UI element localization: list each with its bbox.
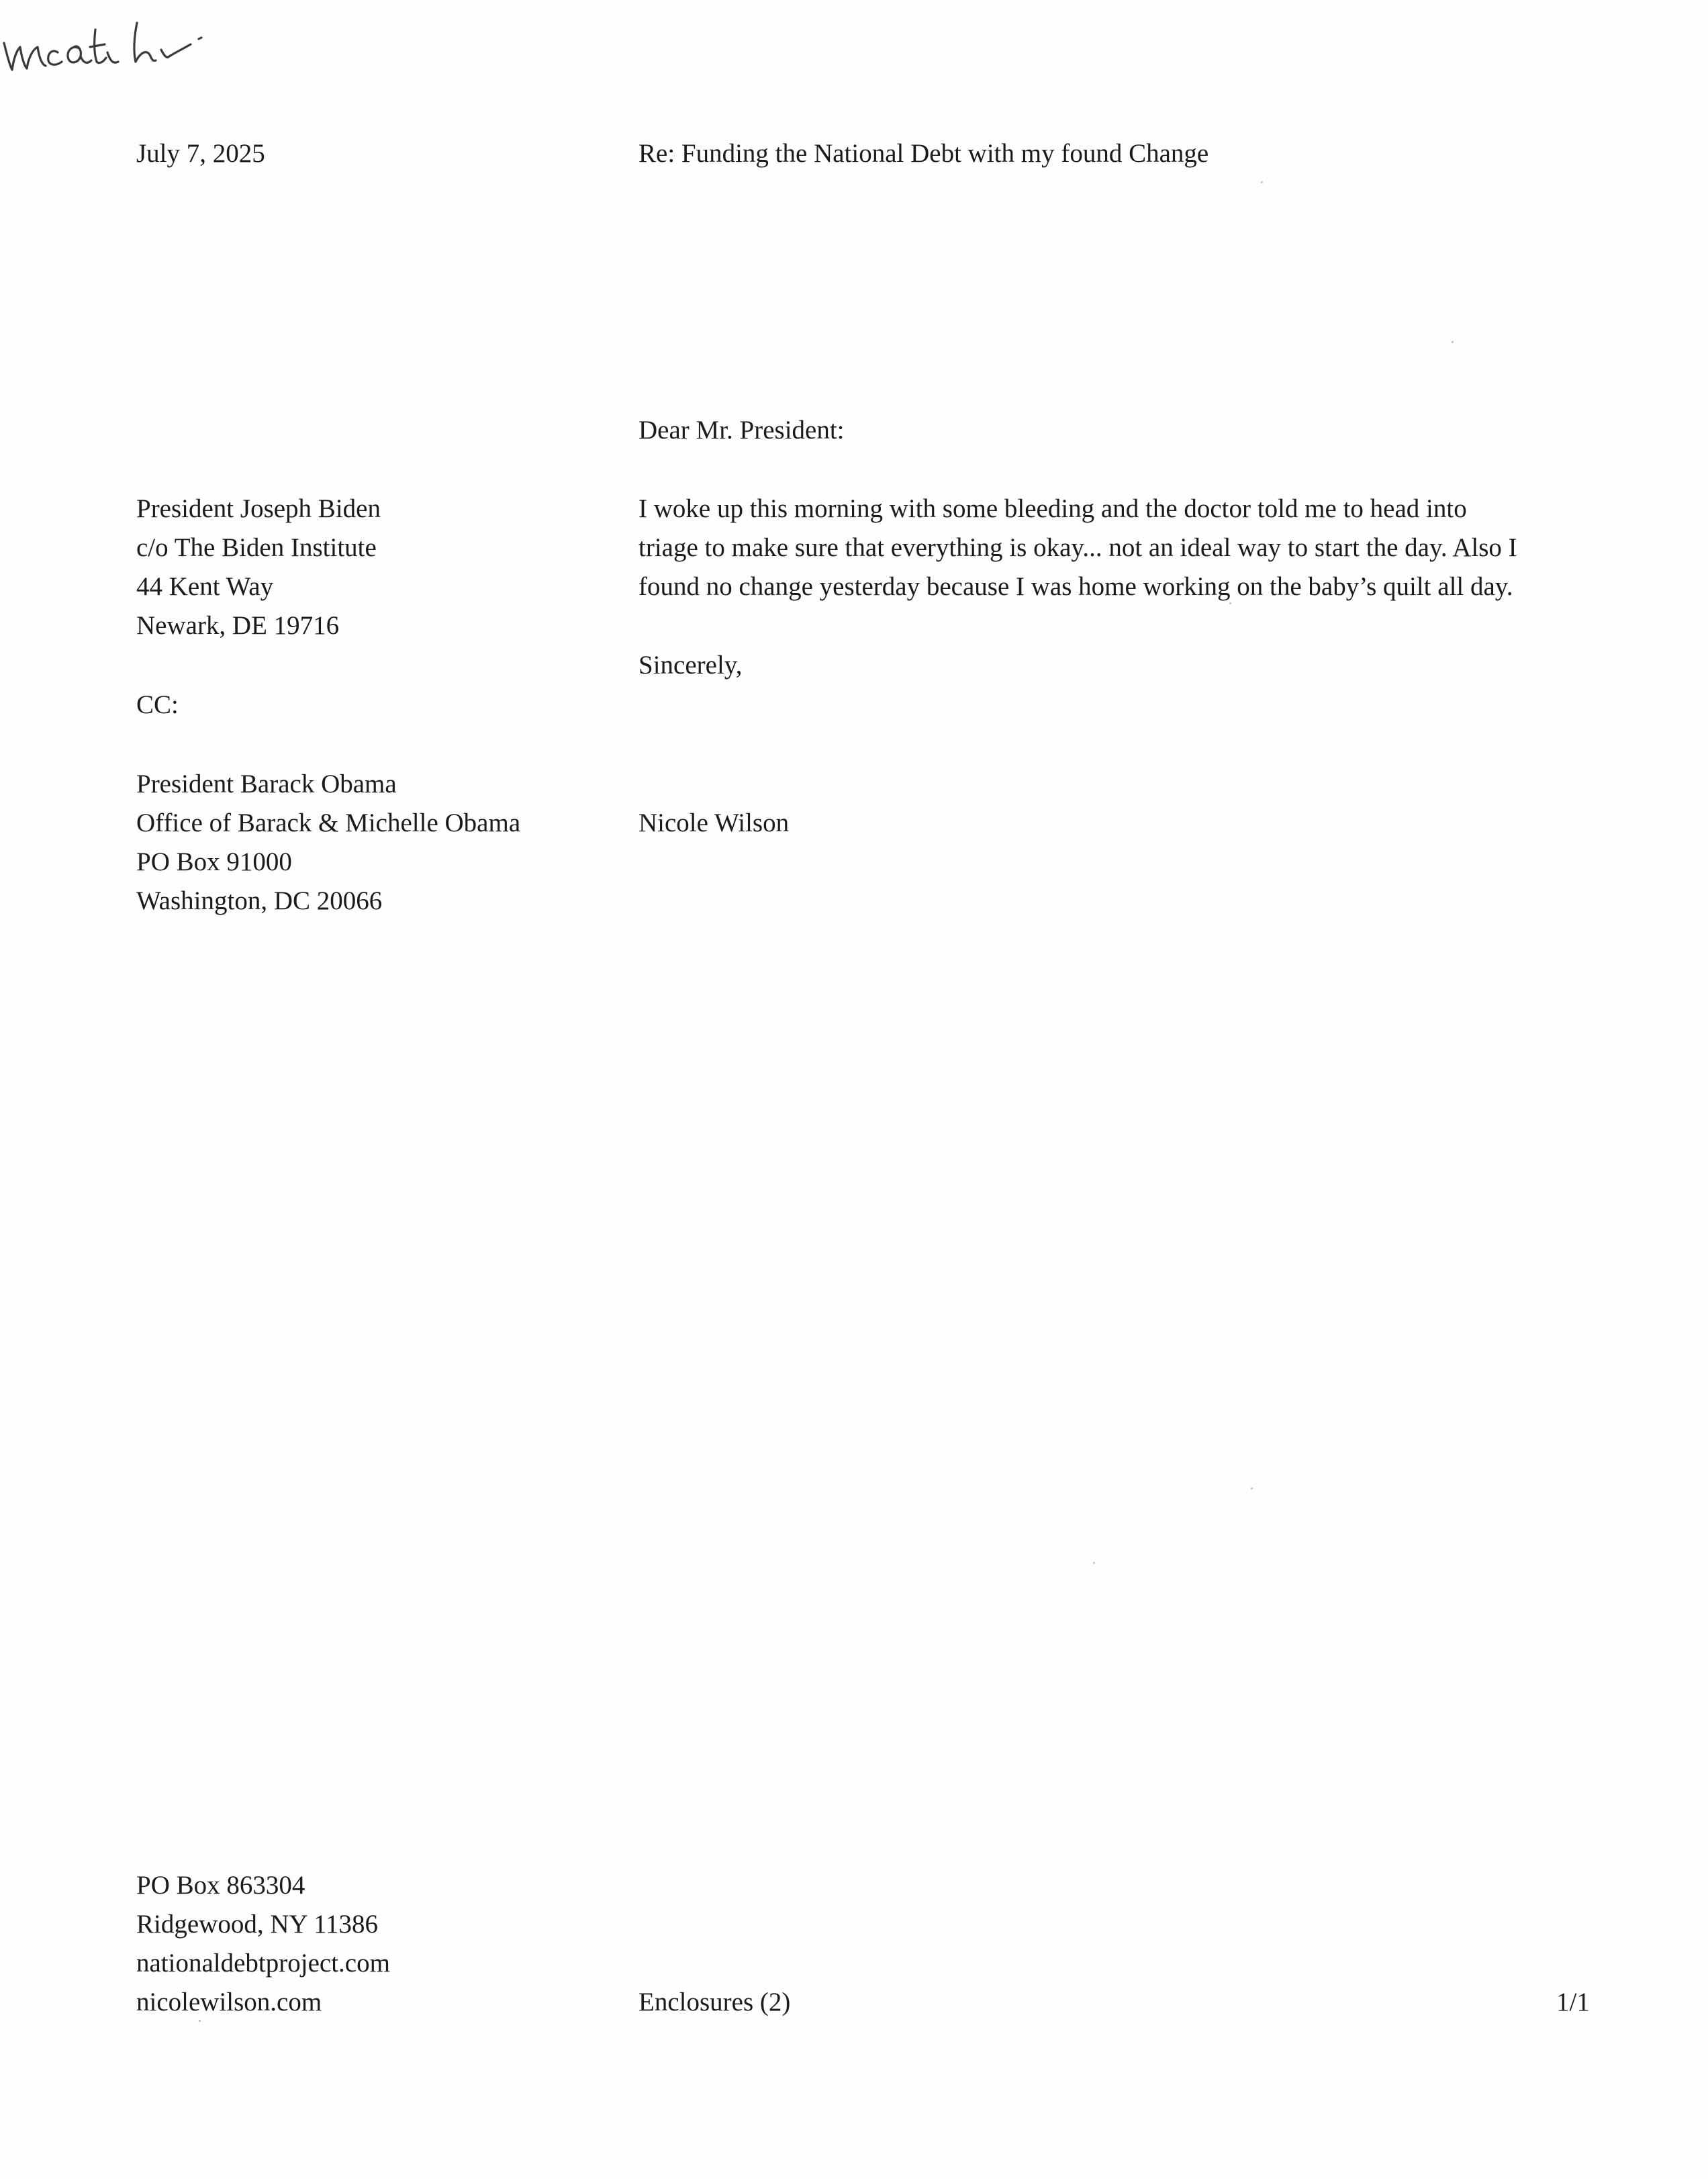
salutation: Dear Mr. President: [638, 416, 845, 445]
scan-speck [1229, 602, 1231, 604]
scan-speck [1251, 1487, 1253, 1489]
cc-recipient-address [136, 765, 520, 921]
recipient-name: President Joseph Biden [136, 494, 381, 523]
enclosures-note: Enclosures (2) [638, 1988, 791, 2016]
sender-personal-website: nicolewilson.com [136, 1988, 322, 2016]
scan-speck [1261, 181, 1263, 183]
sender-address [136, 1866, 390, 2022]
recipient-address [136, 490, 381, 645]
sender-website: nationaldebtproject.com [136, 1949, 390, 1978]
handwritten-signature-icon [0, 0, 295, 87]
cc-recipient-name: President Barack Obama [136, 770, 397, 798]
recipient-street: 44 Kent Way [136, 572, 274, 601]
body-line: triage to make sure that everything is okay... not an ideal way to start the day. Also I [638, 533, 1517, 562]
scan-speck [1452, 341, 1454, 343]
cc-recipient-po-box: PO Box 91000 [136, 847, 292, 876]
letter-subject: Re: Funding the National Debt with my found Change [638, 139, 1209, 168]
cc-label: CC: [136, 690, 179, 719]
cc-recipient-organization: Office of Barack & Michelle Obama [136, 808, 521, 837]
sender-po-box: PO Box 863304 [136, 1871, 305, 1900]
scan-speck [1093, 1562, 1095, 1564]
page-number: 1/1 [1556, 1988, 1590, 2016]
letter-body [638, 490, 1592, 606]
recipient-organization: c/o The Biden Institute [136, 533, 377, 562]
closing: Sincerely, [638, 651, 743, 680]
cc-recipient-city-state-zip: Washington, DC 20066 [136, 886, 383, 915]
body-line: found no change yesterday because I was home working on the baby’s quilt all day. [638, 572, 1513, 601]
sender-city-state-zip: Ridgewood, NY 11386 [136, 1910, 379, 1939]
letter-date: July 7, 2025 [136, 139, 265, 168]
signer-name: Nicole Wilson [638, 808, 790, 837]
recipient-city-state-zip: Newark, DE 19716 [136, 611, 340, 640]
scan-speck [199, 2020, 201, 2022]
body-line: I woke up this morning with some bleeding and the doctor told me to head into [638, 494, 1467, 523]
